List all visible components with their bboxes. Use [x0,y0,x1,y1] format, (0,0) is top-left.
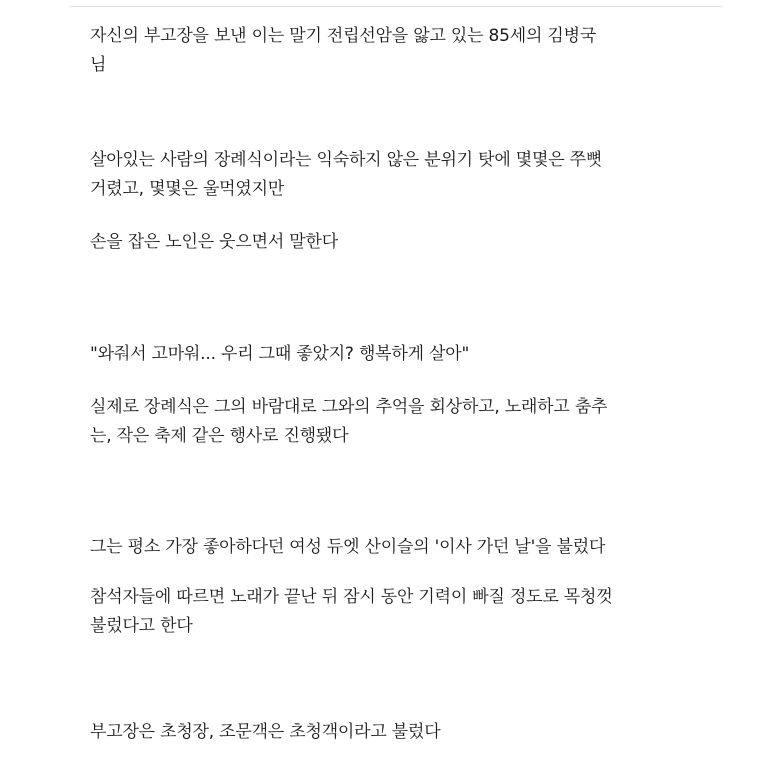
paragraph-2 [90,146,710,204]
paragraph-1 [90,22,710,80]
paragraph-line: 님 [90,55,107,75]
paragraph-line: 부고장은 초청장, 조문객은 초청객이라고 불렀다 [90,722,441,742]
paragraph-line: 실제로 장례식은 그의 바람대로 그와의 추억을 회상하고, 노래하고 춤추 [90,397,608,417]
paragraph-5 [90,393,710,451]
paragraph-line: 자신의 부고장을 보낸 이는 말기 전립선암을 앓고 있는 85세의 김병국 [90,26,597,46]
paragraph-3 [90,228,710,257]
paragraph-line: 손을 잡은 노인은 웃으면서 말한다 [90,232,338,252]
paragraph-6 [90,533,710,562]
paragraph-line: 그는 평소 가장 좋아하다던 여성 듀엣 산이슬의 '이사 가던 날'을 불렀다 [90,537,606,557]
paragraph-7 [90,583,710,641]
top-divider [70,6,722,7]
paragraph-line: "와줘서 고마워... 우리 그때 좋았지? 행복하게 살아" [90,344,470,364]
paragraph-line: 살아있는 사람의 장례식이라는 익숙하지 않은 분위기 탓에 몇몇은 쭈뼛 [90,150,603,170]
paragraph-line: 거렸고, 몇몇은 울먹였지만 [90,179,285,199]
paragraph-line: 불렀다고 한다 [90,616,193,636]
paragraph-8 [90,718,710,747]
paragraph-line: 참석자들에 따르면 노래가 끝난 뒤 잠시 동안 기력이 빠질 정도로 목청껏 [90,587,613,607]
paragraph-line: 는, 작은 축제 같은 행사로 진행됐다 [90,426,349,446]
paragraph-4 [90,340,710,369]
